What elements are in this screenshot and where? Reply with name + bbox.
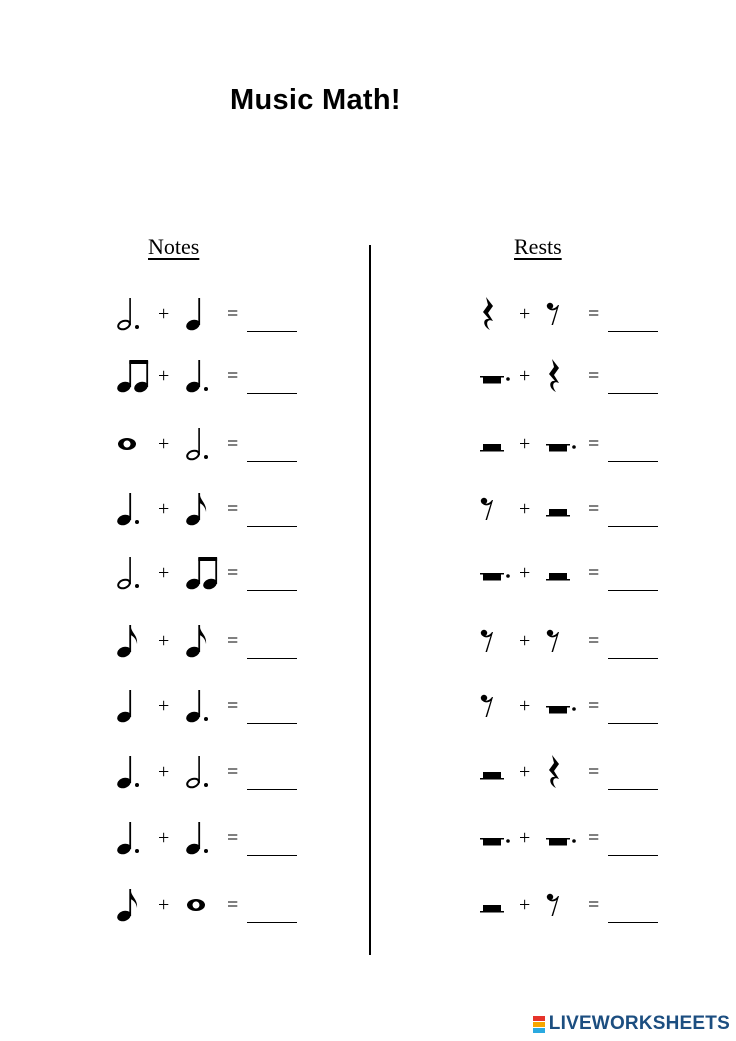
dotted-quarter-note-icon	[185, 820, 211, 861]
half-rest-icon	[480, 439, 504, 457]
dotted-half-note-icon	[185, 754, 211, 795]
equals-sign: =	[227, 303, 239, 325]
equals-sign: =	[588, 433, 600, 455]
answer-blank[interactable]	[608, 658, 658, 659]
answer-blank[interactable]	[608, 922, 658, 923]
equals-sign: =	[227, 433, 239, 455]
eighth-rest-icon	[480, 694, 494, 723]
eighth-rest-icon	[546, 302, 560, 331]
equals-sign: =	[588, 695, 600, 717]
dotted-half-rest-icon	[480, 568, 510, 586]
answer-blank[interactable]	[608, 855, 658, 856]
worksheet-title: Music Math!	[230, 84, 401, 116]
plus-sign: +	[158, 303, 170, 325]
equals-sign: =	[227, 365, 239, 387]
equals-sign: =	[227, 562, 239, 584]
equals-sign: =	[588, 498, 600, 520]
plus-sign: +	[519, 562, 531, 584]
answer-blank[interactable]	[608, 461, 658, 462]
plus-sign: +	[158, 761, 170, 783]
equals-sign: =	[227, 761, 239, 783]
plus-sign: +	[519, 303, 531, 325]
equals-sign: =	[588, 761, 600, 783]
eighth-rest-icon	[546, 629, 560, 658]
liveworksheets-logo-icon	[533, 1016, 545, 1033]
whole-note-icon	[116, 437, 138, 456]
plus-sign: +	[158, 498, 170, 520]
equals-sign: =	[588, 303, 600, 325]
dotted-half-rest-icon	[546, 439, 576, 457]
whole-note-icon	[185, 898, 207, 917]
answer-blank[interactable]	[247, 855, 297, 856]
eighth-rest-icon	[480, 497, 494, 526]
answer-blank[interactable]	[608, 331, 658, 332]
answer-blank[interactable]	[247, 922, 297, 923]
plus-sign: +	[158, 433, 170, 455]
answer-blank[interactable]	[247, 658, 297, 659]
equals-sign: =	[588, 630, 600, 652]
dotted-quarter-note-icon	[185, 688, 211, 729]
dotted-half-rest-icon	[546, 701, 576, 719]
equals-sign: =	[227, 630, 239, 652]
half-rest-icon	[546, 568, 570, 586]
quarter-note-icon	[185, 296, 207, 337]
quarter-rest-icon	[546, 754, 562, 795]
plus-sign: +	[519, 630, 531, 652]
half-rest-icon	[480, 767, 504, 785]
equals-sign: =	[588, 562, 600, 584]
dotted-quarter-note-icon	[116, 754, 142, 795]
plus-sign: +	[519, 827, 531, 849]
dotted-half-note-icon	[116, 555, 142, 596]
eighth-note-icon	[185, 623, 209, 664]
notes-header: Notes	[148, 234, 200, 259]
answer-blank[interactable]	[247, 590, 297, 591]
rests-header: Rests	[514, 234, 562, 259]
answer-blank[interactable]	[247, 331, 297, 332]
quarter-rest-icon	[546, 358, 562, 399]
plus-sign: +	[519, 498, 531, 520]
plus-sign: +	[158, 630, 170, 652]
equals-sign: =	[588, 894, 600, 916]
plus-sign: +	[158, 894, 170, 916]
plus-sign: +	[519, 695, 531, 717]
eighth-note-icon	[116, 623, 140, 664]
dotted-half-rest-icon	[546, 833, 576, 851]
plus-sign: +	[519, 761, 531, 783]
equals-sign: =	[588, 827, 600, 849]
eighth-note-icon	[185, 491, 209, 532]
plus-sign: +	[158, 827, 170, 849]
answer-blank[interactable]	[608, 526, 658, 527]
plus-sign: +	[158, 695, 170, 717]
plus-sign: +	[158, 562, 170, 584]
equals-sign: =	[227, 894, 239, 916]
dotted-quarter-note-icon	[116, 820, 142, 861]
answer-blank[interactable]	[608, 723, 658, 724]
beamed-eighth-notes-icon	[185, 555, 221, 596]
equals-sign: =	[588, 365, 600, 387]
beamed-eighth-notes-icon	[116, 358, 152, 399]
answer-blank[interactable]	[247, 393, 297, 394]
half-rest-icon	[480, 900, 504, 918]
dotted-half-note-icon	[185, 426, 211, 467]
half-rest-icon	[546, 504, 570, 522]
equals-sign: =	[227, 827, 239, 849]
answer-blank[interactable]	[608, 590, 658, 591]
answer-blank[interactable]	[608, 393, 658, 394]
dotted-half-rest-icon	[480, 371, 510, 389]
quarter-rest-icon	[480, 296, 496, 337]
brand-text: LIVEWORKSHEETS	[548, 1013, 730, 1034]
plus-sign: +	[519, 433, 531, 455]
eighth-rest-icon	[546, 893, 560, 922]
eighth-rest-icon	[480, 629, 494, 658]
dotted-quarter-note-icon	[116, 491, 142, 532]
answer-blank[interactable]	[247, 789, 297, 790]
answer-blank[interactable]	[247, 723, 297, 724]
quarter-note-icon	[116, 688, 138, 729]
equals-sign: =	[227, 695, 239, 717]
dotted-half-note-icon	[116, 296, 142, 337]
equals-sign: =	[227, 498, 239, 520]
answer-blank[interactable]	[608, 789, 658, 790]
answer-blank[interactable]	[247, 461, 297, 462]
dotted-half-rest-icon	[480, 833, 510, 851]
column-divider	[369, 245, 371, 955]
eighth-note-icon	[116, 887, 140, 928]
liveworksheets-brand	[533, 1013, 730, 1035]
plus-sign: +	[519, 894, 531, 916]
plus-sign: +	[158, 365, 170, 387]
dotted-quarter-note-icon	[185, 358, 211, 399]
answer-blank[interactable]	[247, 526, 297, 527]
plus-sign: +	[519, 365, 531, 387]
